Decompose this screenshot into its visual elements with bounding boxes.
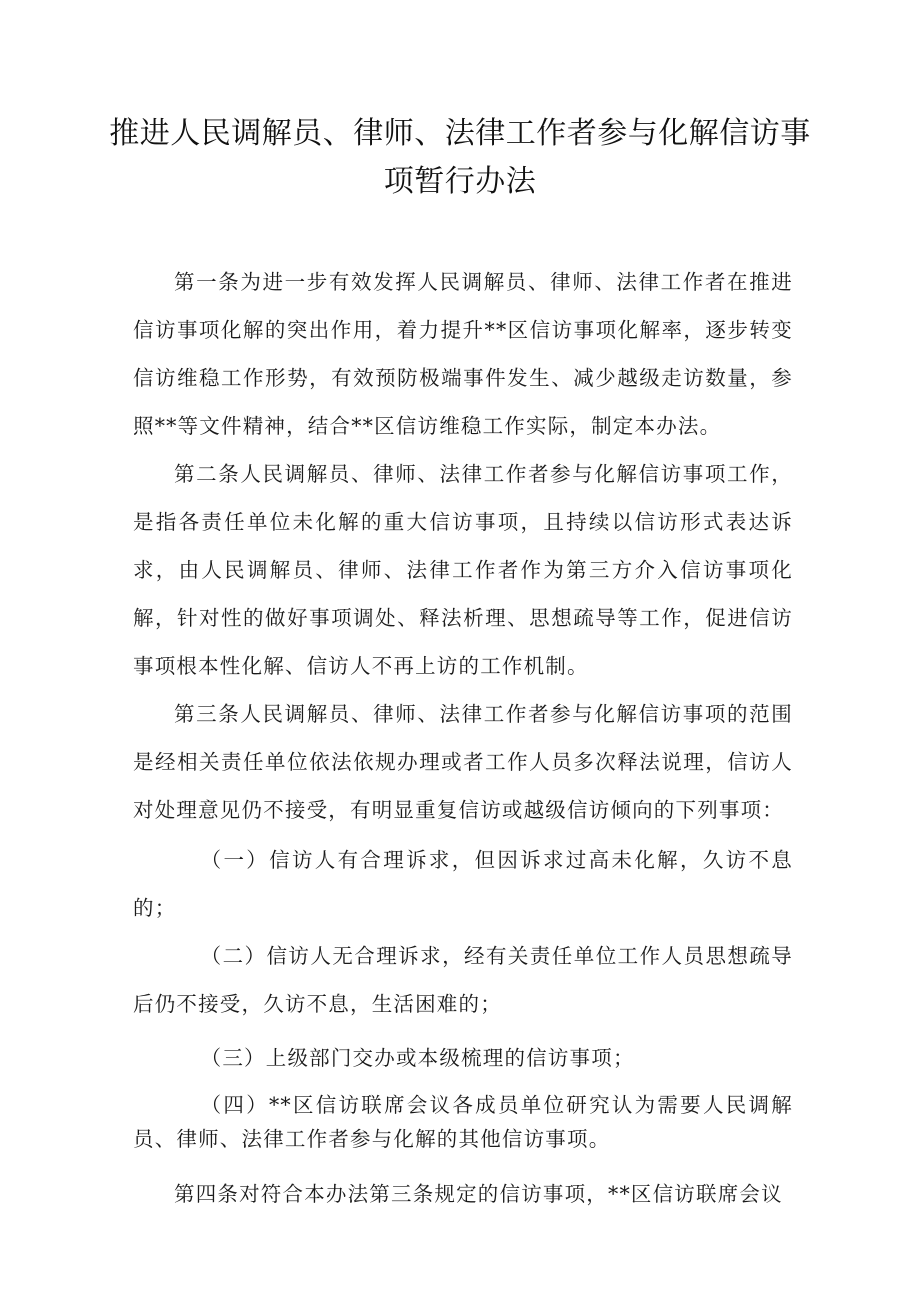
- article-3-item-1: （一）信访人有合理诉求，但因诉求过高未化解，久访不息的；: [133, 848, 793, 920]
- document-body: [133, 258, 793, 1218]
- article-3-item-4: （四）**区信访联席会议各成员单位研究认为需要人民调解员、律师、法律工作者参与化解的其他信访事项。: [133, 1093, 793, 1151]
- document-title-line-2: 项暂行办法: [383, 164, 537, 199]
- article-1-paragraph: 第一条为进一步有效发挥人民调解员、律师、法律工作者在推进信访事项化解的突出作用，着力提升**区信访事项化解率，逐步转变信访维稳工作形势，有效预防极端事件发生、减少越级走访数量，参照**等文件精神，结合**区信访维稳工作实际，制定本办法。: [133, 270, 793, 438]
- article-4-paragraph: 第四条对符合本办法第三条规定的信访事项，**区信访联席会议: [174, 1182, 783, 1206]
- article-3-item-2: （二）信访人无合理诉求，经有关责任单位工作人员思想疏导后仍不接受，久访不息，生活困难的；: [133, 944, 793, 1016]
- document-title-line-1: 推进人民调解员、律师、法律工作者参与化解信访事: [109, 116, 811, 151]
- article-3-paragraph: 第三条人民调解员、律师、法律工作者参与化解信访事项的范围是经相关责任单位依法依规办理或者工作人员多次释法说理，信访人对处理意见仍不接受，有明显重复信访或越级信访倾向的下列事项：: [133, 702, 793, 822]
- article-3-item-3: （三）上级部门交办或本级梳理的信访事项；: [200, 1046, 635, 1070]
- article-2-paragraph: 第二条人民调解员、律师、法律工作者参与化解信访事项工作，是指各责任单位未化解的重大信访事项，且持续以信访形式表达诉求，由人民调解员、律师、法律工作者作为第三方介入信访事项化解，针对性的做好事项调处、释法析理、思想疏导等工作，促进信访事项根本性化解、信访人不再上访的工作机制。: [133, 462, 793, 678]
